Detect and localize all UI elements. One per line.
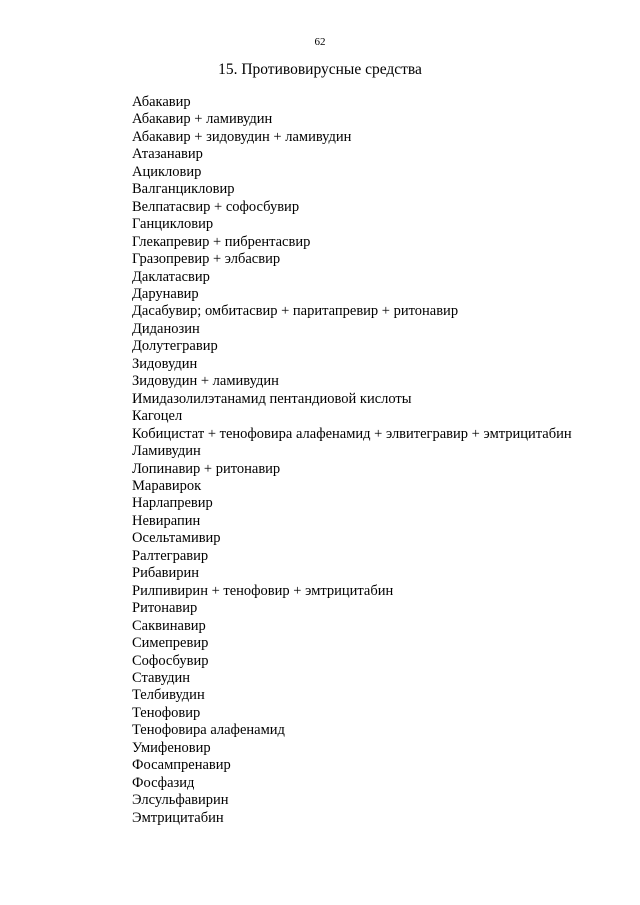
drug-list-item: Нарлапревир: [132, 495, 213, 512]
drug-list-item: Ганцикловир: [132, 216, 214, 233]
drug-list-item: Маравирок: [132, 477, 202, 494]
drug-list-item: Абакавир + зидовудин + ламивудин: [132, 128, 352, 145]
drug-list-item: Осельтамивир: [132, 530, 221, 547]
drug-list-item: Умифеновир: [132, 739, 211, 756]
drug-list-item: Глекапревир + пибрентасвир: [132, 233, 311, 250]
drug-list-item: Долутегравир: [132, 338, 218, 355]
drug-list-item: Невирапин: [132, 512, 201, 529]
page-number: 62: [314, 36, 326, 48]
drug-list-item: Ралтегравир: [132, 547, 209, 564]
drug-list-item: Дасабувир; омбитасвир + паритапревир + ритонавир: [132, 303, 459, 320]
drug-list-item: Телбивудин: [132, 687, 205, 704]
drug-list: [132, 94, 572, 827]
drug-list-item: Тенофовир: [132, 704, 201, 721]
drug-list-item: Фосфазид: [132, 774, 195, 791]
drug-list-item: Софосбувир: [132, 652, 209, 669]
drug-list-item: Дарунавир: [132, 285, 199, 302]
drug-list-item: Имидазолилэтанамид пентандиовой кислоты: [132, 390, 412, 407]
drug-list-item: Ламивудин: [132, 443, 201, 460]
drug-list-item: Лопинавир + ритонавир: [132, 460, 281, 477]
drug-list-item: Симепревир: [132, 635, 209, 652]
drug-list-item: Даклатасвир: [132, 268, 210, 285]
drug-list-item: Валганцикловир: [132, 181, 235, 198]
drug-list-item: Абакавир + ламивудин: [132, 111, 273, 128]
drug-list-item: Зидовудин + ламивудин: [132, 373, 279, 390]
drug-list-item: Абакавир: [132, 94, 191, 110]
drug-list-item: Диданозин: [132, 320, 200, 337]
drug-list-item: Велпатасвир + софосбувир: [132, 198, 300, 215]
drug-list-item: Ритонавир: [132, 600, 198, 617]
drug-list-item: Атазанавир: [132, 146, 203, 163]
drug-list-item: Зидовудин: [132, 355, 198, 372]
drug-list-item: Рилпивирин + тенофовир + эмтрицитабин: [132, 582, 394, 599]
drug-list-item: Саквинавир: [132, 617, 206, 634]
drug-list-item: Гразопревир + элбасвир: [132, 251, 281, 268]
drug-list-item: Ацикловир: [132, 163, 202, 180]
drug-list-item: Тенофовира алафенамид: [132, 722, 285, 739]
drug-list-item: Фосампренавир: [132, 757, 231, 774]
drug-list-item: Кагоцел: [132, 408, 183, 425]
section-title: 15. Противовирусные средства: [218, 61, 422, 78]
drug-list-item: Кобицистат + тенофовира алафенамид + элвитегравир + эмтрицитабин: [132, 425, 572, 442]
drug-list-item: Рибавирин: [132, 565, 200, 582]
drug-list-item: Эмтрицитабин: [132, 809, 224, 826]
drug-list-item: Ставудин: [132, 669, 191, 686]
drug-list-item: Элсульфавирин: [132, 792, 229, 809]
